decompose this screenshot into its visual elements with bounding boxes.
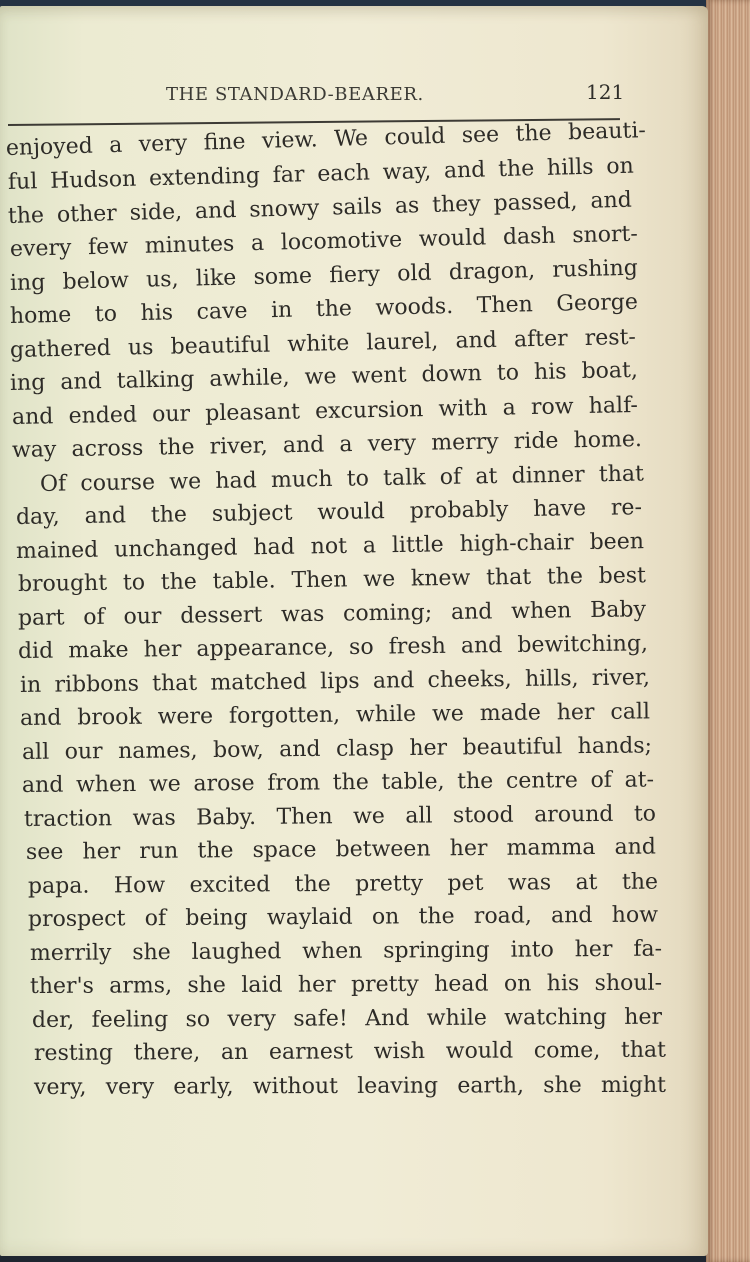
running-head <box>0 78 650 118</box>
text-line: traction was Baby. Then we all stood around to <box>23 801 657 832</box>
text-line: gathered us beautiful white laurel, and after rest- <box>9 324 637 363</box>
text-line: papa. How excited the pretty pet was at the <box>27 869 659 899</box>
text-line: very, very early, without leaving earth, she might <box>33 1072 667 1100</box>
text-line: day, and the subject would probably have re- <box>15 495 643 530</box>
text-line: home to his cave in the woods. Then George <box>9 289 639 329</box>
text-line: ther's arms, she laid her pretty head on his shoul- <box>29 970 663 999</box>
text-line: merrily she laughed when springing into her fa- <box>29 936 663 966</box>
text-line: prospect of being waylaid on the road, and how <box>27 902 659 932</box>
running-title: THE STANDARD-BEARER. <box>166 84 424 105</box>
text-line: all our names, bow, and clasp her beautiful hands; <box>21 733 653 765</box>
text-line: brought to the table. Then we knew that the best <box>17 563 647 597</box>
text-line: and brook were forgotten, while we made her call <box>19 699 651 731</box>
text-line: der, feeling so very safe! And while watching her <box>31 1004 663 1033</box>
book-page <box>0 6 708 1256</box>
text-line: see her run the space between her mamma and <box>25 834 657 865</box>
page-edges <box>706 0 750 1262</box>
text-line: and ended our pleasant excursion with a row half- <box>11 392 639 430</box>
text-line: every few minutes a locomotive would dash snort- <box>9 221 639 262</box>
text-line: did make her appearance, so fresh and bewitching, <box>17 631 649 664</box>
text-line: ing and talking awhile, we went down to his boat, <box>9 357 639 396</box>
text-line: way across the river, and a very merry ride home. <box>11 427 643 463</box>
text-line: ing below us, like some fiery old dragon, rushing <box>9 255 639 296</box>
text-line: ful Hudson extending far each way, and the hills on <box>7 153 635 195</box>
text-line: enjoyed a very fine view. We could see the beauti- <box>5 118 647 161</box>
text-line: mained unchanged had not a little high-chair been <box>15 529 645 564</box>
page-number: 121 <box>586 80 625 104</box>
text-line: part of our dessert was coming; and when Baby <box>17 597 647 631</box>
text-line: the other side, and snowy sails as they passed, and <box>7 187 633 229</box>
text-line: resting there, an earnest wish would come, that <box>33 1037 667 1066</box>
text-line: and when we arose from the table, the centre of at- <box>21 767 655 798</box>
text-line: in ribbons that matched lips and cheeks, hills, river, <box>19 665 651 698</box>
text-line: Of course we had much to talk of at dinner that <box>39 461 645 497</box>
